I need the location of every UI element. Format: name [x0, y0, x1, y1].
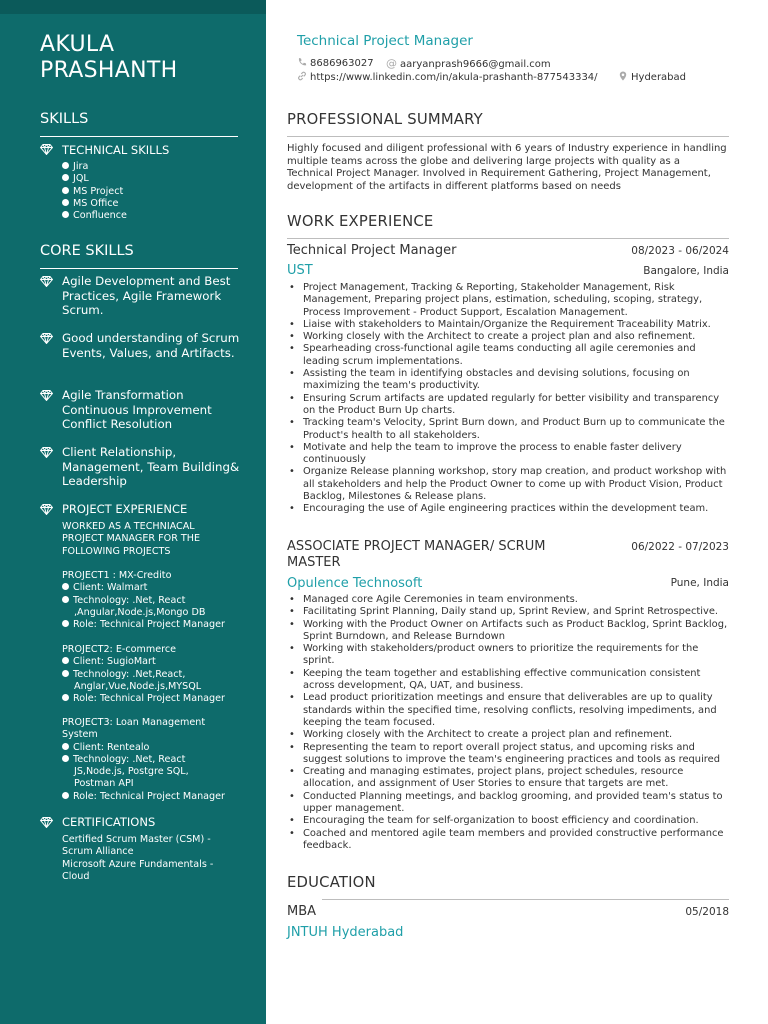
list-item: • Creating and managing estimates, project plans, project schedules, resource allocation, and assignment of User Stories to ensure that targets are met. — [287, 766, 729, 791]
bullet-icon — [62, 657, 69, 664]
list-item: • Tracking team's Velocity, Sprint Burn down, and Product Burn up to communicate the Product's health to all stakeholders. — [287, 417, 729, 442]
core-skill-item: Client Relationship, Management, Team Building& Leadership — [62, 445, 240, 488]
bullet-icon — [62, 174, 69, 181]
bullet-icon — [62, 743, 69, 750]
sidebar-top-band — [0, 0, 266, 14]
list-item: • Project Management, Tracking & Reporting, Stakeholder Management, Risk Management, Preparing project plans, estimation, scheduling, scoping, strategy, Process Improvement - Product Support, Escalation Management. — [287, 282, 729, 319]
school-name: JNTUH Hyderabad — [287, 925, 404, 940]
list-item: • Working closely with the Architect to create a project plan and also refinement. — [287, 331, 729, 343]
list-item: Client: Walmart — [62, 582, 248, 594]
education-divider — [322, 899, 729, 900]
job-location: Pune, India — [670, 577, 729, 589]
bullet-icon — [62, 670, 69, 677]
name-line-1: AKULA — [40, 32, 115, 57]
list-item: JQL — [62, 173, 127, 185]
bullet-icon — [62, 199, 69, 206]
project-2 — [62, 644, 248, 705]
job-2-bullets — [287, 594, 729, 852]
project-title: PROJECT1 : MX-Credito — [62, 570, 172, 581]
diamond-icon — [40, 276, 53, 287]
core-skills-divider — [40, 268, 238, 269]
experience-heading: WORK EXPERIENCE — [287, 213, 434, 230]
list-item: • Lead product prioritization meetings and ensure that deliverables are up to quality standards within the specified time, resolving conflicts, resolving impediments, and keeping the team focused. — [287, 692, 729, 729]
list-item: • Coached and mentored agile team members and provided constructive performance feedback. — [287, 828, 729, 853]
company-name: UST — [287, 263, 313, 278]
technical-skills-heading: TECHNICAL SKILLS — [62, 143, 170, 157]
list-item: Role: Technical Project Manager — [62, 619, 248, 631]
list-item: MS Office — [62, 198, 127, 210]
job-title: ASSOCIATE PROJECT MANAGER/ SCRUM MASTER — [287, 539, 546, 570]
technical-skills-list — [62, 161, 127, 222]
candidate-name — [40, 32, 177, 84]
list-item: Client: SugioMart — [62, 656, 248, 668]
diamond-icon — [40, 504, 53, 515]
company-name: Opulence Technosoft — [287, 576, 423, 591]
project-title: PROJECT3: Loan Management System — [62, 717, 206, 741]
bullet-icon — [62, 596, 69, 603]
name-line-2: PRASHANTH — [40, 58, 178, 83]
job-dates: 06/2022 - 07/2023 — [631, 541, 729, 553]
project-intro: WORKED AS A TECHNIACAL PROJECT MANAGER FOR THE FOLLOWING PROJECTS — [62, 521, 201, 557]
list-item: • Working closely with the Architect to create a project plan and refinement. — [287, 729, 729, 741]
bullet-icon — [62, 755, 69, 762]
list-item: • Keeping the team together and establishing effective communication consistent across development, QA, UAT, and business. — [287, 668, 729, 693]
degree: MBA — [287, 904, 317, 919]
education-date: 05/2018 — [685, 906, 729, 918]
email-contact — [386, 57, 551, 70]
project-experience-heading: PROJECT EXPERIENCE — [62, 502, 188, 516]
list-item: • Managed core Agile Ceremonies in team environments. — [287, 594, 729, 606]
list-item: • Facilitating Sprint Planning, Daily stand up, Sprint Review, and Sprint Retrospective. — [287, 606, 729, 618]
diamond-icon — [40, 144, 53, 155]
project-title: PROJECT2: E-commerce — [62, 644, 177, 655]
list-item: Jira — [62, 161, 127, 173]
list-item: • Organize Release planning workshop, story map creation, and product workshop with all stakeholders and help the Product Owner to come up with Product Vision, Product Backlog, Milestones & Release plans. — [287, 466, 729, 503]
list-item: Microsoft Azure Fundamentals - Cloud — [62, 858, 214, 882]
bullet-icon — [62, 694, 69, 701]
summary-divider — [287, 136, 729, 137]
list-item: Role: Technical Project Manager — [62, 791, 260, 803]
diamond-icon — [40, 333, 53, 344]
phone-icon — [297, 57, 307, 67]
core-skill-item: Agile Transformation Continuous Improvement Conflict Resolution — [62, 388, 212, 431]
list-item: Certified Scrum Master (CSM) - Scrum Alliance — [62, 834, 211, 858]
bullet-icon — [62, 792, 69, 799]
list-item: • Conducted Planning meetings, and backlog grooming, and provided team's status to upper management. — [287, 791, 729, 816]
diamond-icon — [40, 447, 53, 458]
skills-heading: SKILLS — [40, 111, 89, 127]
list-item: • Liaise with stakeholders to Maintain/Organize the Requirement Traceability Matrix. — [287, 319, 729, 331]
location-contact — [618, 71, 686, 83]
core-skill-item: Good understanding of Scrum Events, Values, and Artifacts. — [62, 331, 240, 360]
job-title: Technical Project Manager — [287, 243, 457, 258]
list-item: Technology: .Net, React JS,Node.js, Postgre SQL, Postman API — [62, 754, 232, 791]
list-item: • Encouraging the team for self-organization to boost efficiency and coordination. — [287, 815, 729, 827]
list-item: • Assisting the team in identifying obstacles and devising solutions, focusing on maximizing the team's productivity. — [287, 368, 729, 393]
location-pin-icon — [618, 71, 628, 81]
job-location: Bangalore, India — [643, 265, 729, 277]
linkedin-contact — [297, 71, 598, 83]
bullet-icon — [62, 187, 69, 194]
certifications-heading: CERTIFICATIONS — [62, 815, 156, 829]
job-title-header: Technical Project Manager — [297, 33, 473, 49]
list-item: • Ensuring Scrum artifacts are updated regularly for better visibility and transparency on the Product Burn Up charts. — [287, 393, 729, 418]
sidebar — [0, 0, 266, 1024]
experience-divider — [287, 238, 729, 239]
list-item: • Encouraging the use of Agile engineering practices within the development team. — [287, 503, 729, 515]
list-item: • Motivate and help the team to improve the process to enable faster delivery continuously — [287, 442, 729, 467]
list-item: Technology: .Net, React ,Angular,Node.js,Mongo DB — [62, 595, 248, 620]
phone-contact — [297, 57, 374, 69]
location-text: Hyderabad — [631, 72, 686, 83]
bullet-icon — [62, 211, 69, 218]
core-skills-heading: CORE SKILLS — [40, 243, 134, 259]
list-item: Role: Technical Project Manager — [62, 693, 248, 705]
diamond-icon — [40, 390, 53, 401]
list-item: Client: Rentealo — [62, 742, 232, 754]
bullet-icon — [62, 620, 69, 627]
project-3 — [62, 717, 232, 803]
core-skill-item: Agile Development and Best Practices, Agile Framework Scrum. — [62, 274, 231, 317]
at-icon: @ — [386, 57, 397, 70]
list-item: • Spearheading cross-functional agile teams conducting all agile ceremonies and leading scrum implementations. — [287, 343, 729, 368]
job-dates: 08/2023 - 06/2024 — [631, 245, 729, 257]
list-item: • Working with the Product Owner on Artifacts such as Product Backlog, Sprint Backlog, Sprint Burndown, and Release Burndown — [287, 619, 729, 644]
list-item: Technology: .Net,React, Anglar,Vue,Node.js,MYSQL — [62, 669, 248, 694]
linkedin-url[interactable]: https://www.linkedin.com/in/akula-prashanth-877543334/ — [310, 72, 598, 83]
list-item: MS Project — [62, 186, 127, 198]
phone-number: 8686963027 — [310, 58, 374, 69]
education-heading: EDUCATION — [287, 874, 376, 891]
list-item: • Representing the team to report overall project status, and upcoming risks and suggest solutions to improve the team's engineering practices and tools as required — [287, 742, 729, 767]
summary-text: Highly focused and diligent professional with 6 years of Industry experience in handling multiple teams across the globe and delivering large projects with quality as a Technical Project Manager. Involved in Requirement Gathering, Project Management, development of the artifacts in different platforms based on needs — [287, 143, 727, 192]
link-icon — [297, 71, 307, 81]
list-item: Confluence — [62, 210, 127, 222]
bullet-icon — [62, 583, 69, 590]
project-1 — [62, 570, 248, 631]
summary-heading: PROFESSIONAL SUMMARY — [287, 111, 483, 128]
bullet-icon — [62, 162, 69, 169]
job-1-bullets — [287, 282, 729, 516]
email-address[interactable]: aaryanprash9666@gmail.com — [400, 59, 551, 70]
diamond-icon — [40, 817, 53, 828]
skills-divider — [40, 136, 238, 137]
list-item: • Working with stakeholders/product owners to prioritize the requirements for the sprint. — [287, 643, 729, 668]
certifications-list — [62, 834, 234, 883]
